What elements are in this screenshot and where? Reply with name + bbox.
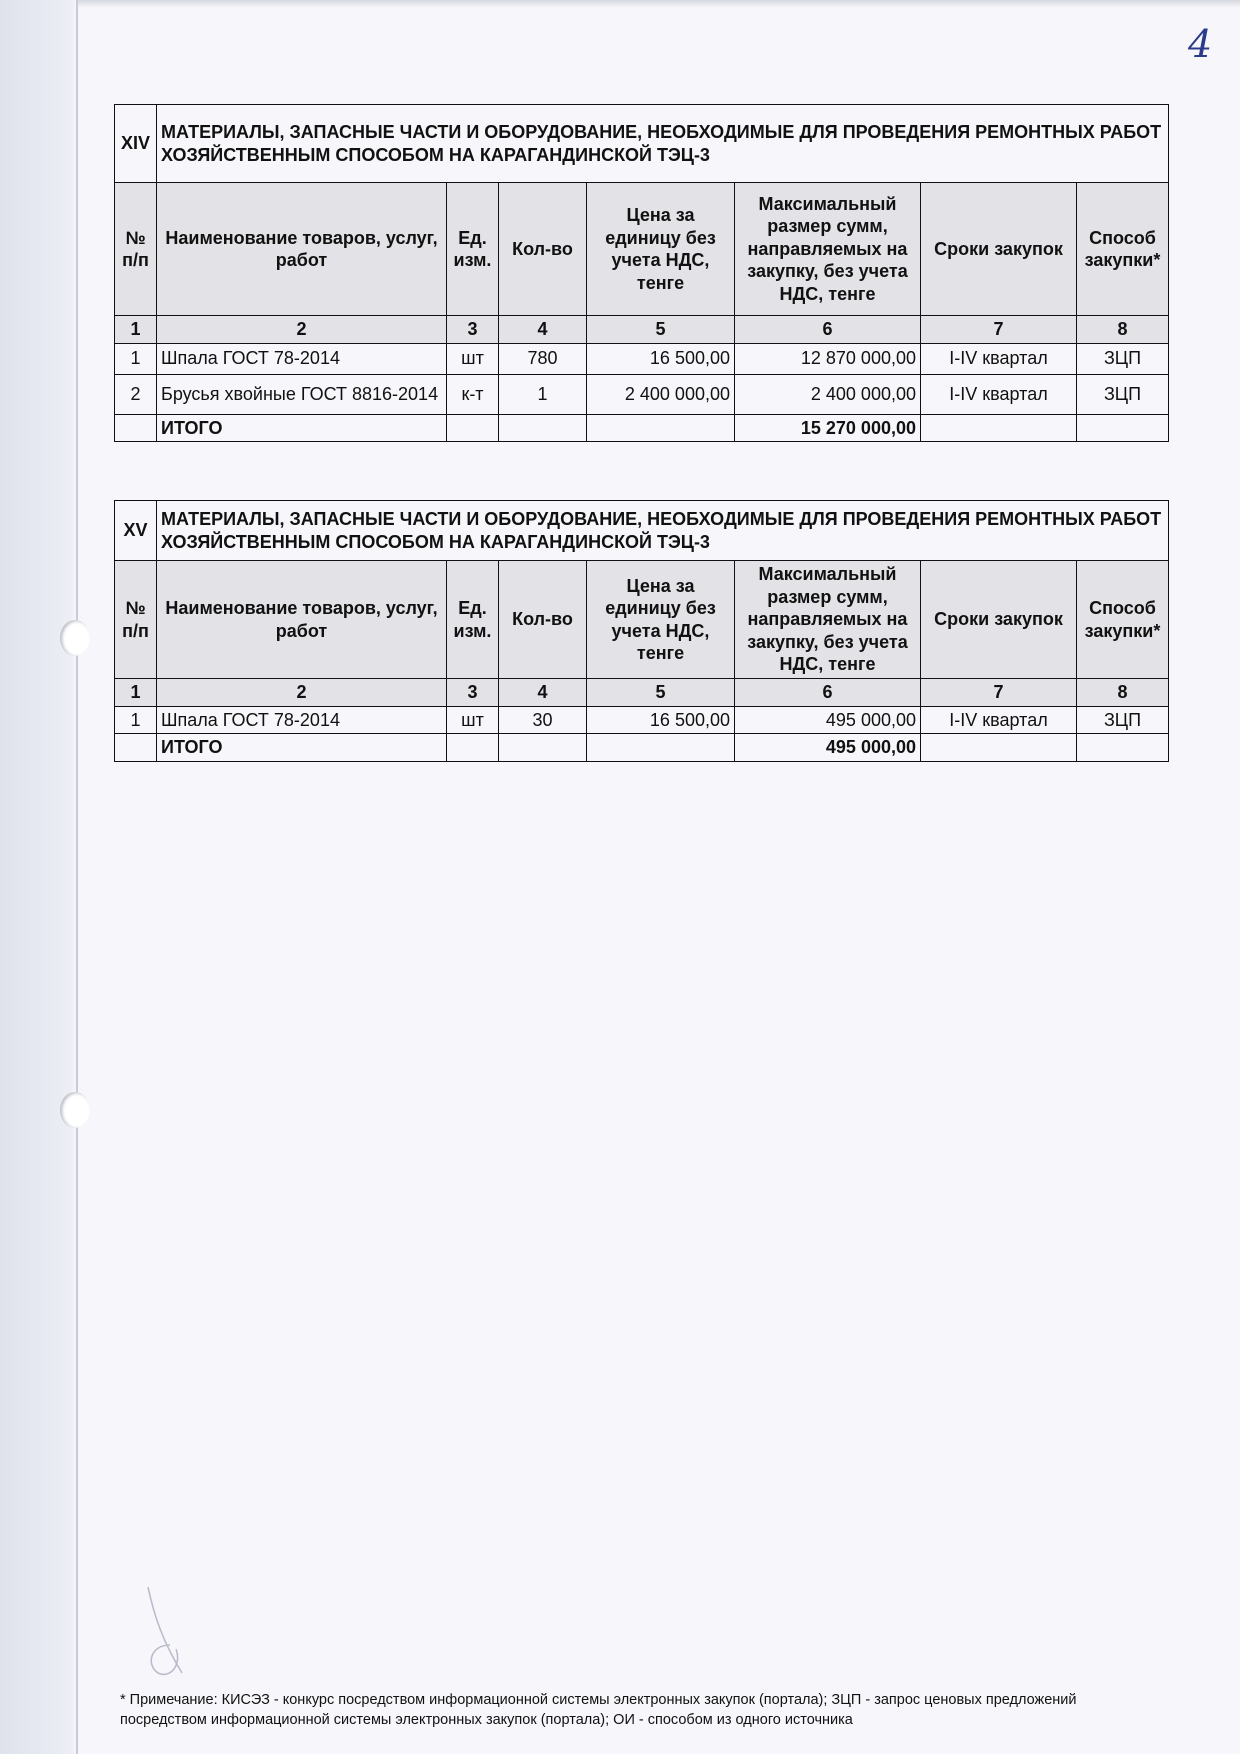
cell-qty: 30 bbox=[499, 706, 587, 734]
cell-price: 16 500,00 bbox=[587, 343, 735, 374]
col-header-method: Способ закупки* bbox=[1077, 183, 1169, 316]
cell-empty bbox=[587, 414, 735, 442]
col-number: 3 bbox=[447, 316, 499, 344]
col-number: 3 bbox=[447, 679, 499, 707]
total-value: 495 000,00 bbox=[735, 734, 921, 762]
cell-empty bbox=[587, 734, 735, 762]
section-header-row bbox=[115, 105, 1169, 183]
cell-no: 2 bbox=[115, 374, 157, 414]
cell-name: Шпала ГОСТ 78-2014 bbox=[157, 706, 447, 734]
column-number-row bbox=[115, 316, 1169, 344]
col-header-max-sum: Максимальный размер сумм, направляемых на закупку, без учета НДС, тенге bbox=[735, 561, 921, 679]
cell-unit: шт bbox=[447, 343, 499, 374]
column-number-row bbox=[115, 679, 1169, 707]
cell-empty bbox=[447, 414, 499, 442]
cell-total: 495 000,00 bbox=[735, 706, 921, 734]
cell-no: 1 bbox=[115, 706, 157, 734]
cell-price: 2 400 000,00 bbox=[587, 374, 735, 414]
col-header-price: Цена за единицу без учета НДС, тенге bbox=[587, 561, 735, 679]
col-number: 7 bbox=[921, 316, 1077, 344]
section-number: XIV bbox=[115, 105, 157, 183]
table-row bbox=[115, 374, 1169, 414]
col-number: 6 bbox=[735, 679, 921, 707]
col-number: 2 bbox=[157, 316, 447, 344]
col-header-no: № п/п bbox=[115, 183, 157, 316]
col-number: 8 bbox=[1077, 679, 1169, 707]
col-header-terms: Сроки закупок bbox=[921, 183, 1077, 316]
col-number: 8 bbox=[1077, 316, 1169, 344]
col-header-name: Наименование товаров, услуг, работ bbox=[157, 561, 447, 679]
cell-method: ЗЦП bbox=[1077, 343, 1169, 374]
table-row bbox=[115, 706, 1169, 734]
handwritten-page-number: 4 bbox=[1188, 22, 1213, 66]
footnote: * Примечание: КИСЭЗ - конкурс посредством информационной системы электронных закупок (портала); ЗЦП - запрос ценовых предложений посредством информационной системы электронных закупок (портала); ОИ - способом из одного источника bbox=[120, 1692, 1077, 1729]
cell-terms: I-IV квартал bbox=[921, 706, 1077, 734]
col-number: 6 bbox=[735, 316, 921, 344]
col-header-no: № п/п bbox=[115, 561, 157, 679]
col-header-name: Наименование товаров, услуг, работ bbox=[157, 183, 447, 316]
col-number: 5 bbox=[587, 679, 735, 707]
table-row bbox=[115, 343, 1169, 374]
cell-terms: I-IV квартал bbox=[921, 374, 1077, 414]
total-row bbox=[115, 414, 1169, 442]
col-number: 7 bbox=[921, 679, 1077, 707]
cell-unit: к-т bbox=[447, 374, 499, 414]
procurement-table-xv bbox=[114, 500, 1169, 762]
column-header-row bbox=[115, 183, 1169, 316]
col-number: 2 bbox=[157, 679, 447, 707]
section-title: МАТЕРИАЛЫ, ЗАПАСНЫЕ ЧАСТИ И ОБОРУДОВАНИЕ, НЕОБХОДИМЫЕ ДЛЯ ПРОВЕДЕНИЯ РЕМОНТНЫХ РАБОТ ХОЗЯЙСТВЕННЫМ СПОСОБОМ НА КАРАГАНДИНСКОЙ ТЭЦ-3 bbox=[157, 501, 1169, 561]
col-number: 1 bbox=[115, 316, 157, 344]
total-label: ИТОГО bbox=[157, 414, 447, 442]
col-header-method: Способ закупки* bbox=[1077, 561, 1169, 679]
cell-total: 12 870 000,00 bbox=[735, 343, 921, 374]
cell-empty bbox=[921, 414, 1077, 442]
col-number: 4 bbox=[499, 679, 587, 707]
col-number: 4 bbox=[499, 316, 587, 344]
col-header-terms: Сроки закупок bbox=[921, 561, 1077, 679]
total-value: 15 270 000,00 bbox=[735, 414, 921, 442]
total-label: ИТОГО bbox=[157, 734, 447, 762]
cell-name: Шпала ГОСТ 78-2014 bbox=[157, 343, 447, 374]
col-number: 5 bbox=[587, 316, 735, 344]
cell-empty bbox=[499, 414, 587, 442]
punch-hole-upper bbox=[60, 620, 90, 656]
cell-qty: 780 bbox=[499, 343, 587, 374]
cell-qty: 1 bbox=[499, 374, 587, 414]
col-header-unit: Ед. изм. bbox=[447, 561, 499, 679]
col-number: 1 bbox=[115, 679, 157, 707]
page-fold-line bbox=[76, 0, 78, 1754]
col-header-qty: Кол-во bbox=[499, 183, 587, 316]
section-title: МАТЕРИАЛЫ, ЗАПАСНЫЕ ЧАСТИ И ОБОРУДОВАНИЕ, НЕОБХОДИМЫЕ ДЛЯ ПРОВЕДЕНИЯ РЕМОНТНЫХ РАБОТ ХОЗЯЙСТВЕННЫМ СПОСОБОМ НА КАРАГАНДИНСКОЙ ТЭЦ-3 bbox=[157, 105, 1169, 183]
cell-empty bbox=[115, 414, 157, 442]
cell-empty bbox=[1077, 414, 1169, 442]
cell-unit: шт bbox=[447, 706, 499, 734]
cell-empty bbox=[447, 734, 499, 762]
cell-method: ЗЦП bbox=[1077, 706, 1169, 734]
pen-scribble-mark bbox=[140, 1585, 210, 1680]
page-left-edge bbox=[0, 0, 78, 1754]
col-header-unit: Ед. изм. bbox=[447, 183, 499, 316]
col-header-max-sum: Максимальный размер сумм, направляемых на закупку, без учета НДС, тенге bbox=[735, 183, 921, 316]
punch-hole-lower bbox=[60, 1092, 90, 1128]
cell-terms: I-IV квартал bbox=[921, 343, 1077, 374]
page-top-edge bbox=[78, 0, 1240, 8]
col-header-qty: Кол-во bbox=[499, 561, 587, 679]
column-header-row bbox=[115, 561, 1169, 679]
cell-no: 1 bbox=[115, 343, 157, 374]
col-header-price: Цена за единицу без учета НДС, тенге bbox=[587, 183, 735, 316]
section-header-row bbox=[115, 501, 1169, 561]
cell-empty bbox=[115, 734, 157, 762]
cell-empty bbox=[921, 734, 1077, 762]
cell-method: ЗЦП bbox=[1077, 374, 1169, 414]
section-number: XV bbox=[115, 501, 157, 561]
cell-price: 16 500,00 bbox=[587, 706, 735, 734]
cell-empty bbox=[499, 734, 587, 762]
cell-total: 2 400 000,00 bbox=[735, 374, 921, 414]
cell-name: Брусья хвойные ГОСТ 8816-2014 bbox=[157, 374, 447, 414]
cell-empty bbox=[1077, 734, 1169, 762]
procurement-table-xiv bbox=[114, 104, 1169, 442]
total-row bbox=[115, 734, 1169, 762]
